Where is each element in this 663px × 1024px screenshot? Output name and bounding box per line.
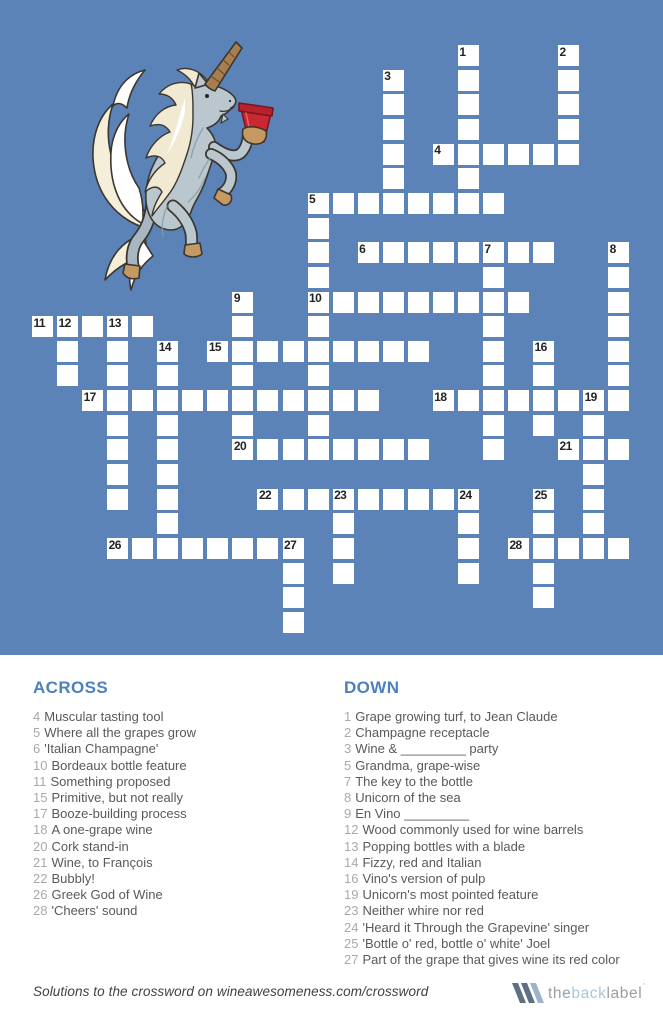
- grid-cell[interactable]: [508, 390, 529, 411]
- grid-cell[interactable]: [232, 365, 253, 386]
- grid-cell[interactable]: [533, 365, 554, 386]
- clue-down-16: 16 Vino's version of pulp: [344, 871, 486, 887]
- grid-cell[interactable]: [408, 489, 429, 510]
- grid-cell[interactable]: [433, 144, 454, 165]
- grid-cell[interactable]: [533, 242, 554, 263]
- grid-cell[interactable]: [483, 341, 504, 362]
- clue-down-27: 27 Part of the grape that gives wine its red color: [344, 952, 620, 968]
- grid-cell[interactable]: [308, 316, 329, 337]
- grid-cell[interactable]: [383, 292, 404, 313]
- grid-cell[interactable]: [308, 415, 329, 436]
- clue-down-7: 7 The key to the bottle: [344, 773, 474, 789]
- grid-cell[interactable]: [558, 439, 579, 460]
- grid-cell[interactable]: [408, 193, 429, 214]
- grid-cell[interactable]: [333, 513, 354, 534]
- grid-cell[interactable]: [333, 489, 354, 510]
- grid-cell[interactable]: [383, 119, 404, 140]
- grid-cell[interactable]: [232, 390, 253, 411]
- grid-cell[interactable]: [483, 292, 504, 313]
- grid-cell[interactable]: [257, 390, 278, 411]
- grid-cell[interactable]: [608, 292, 629, 313]
- grid-cell[interactable]: [182, 390, 203, 411]
- grid-cell[interactable]: [383, 193, 404, 214]
- across-clues: [33, 678, 333, 920]
- grid-cell[interactable]: [533, 538, 554, 559]
- grid-cell-number: 16: [534, 340, 547, 355]
- grid-cell[interactable]: [358, 489, 379, 510]
- grid-cell-number: 10: [309, 291, 322, 305]
- clue-down-24: 24 'Heard it Through the Grapevine' singer: [344, 919, 590, 935]
- grid-cell[interactable]: [408, 439, 429, 460]
- grid-cell[interactable]: [383, 341, 404, 362]
- clue-across-6: 6 'Italian Champagne': [33, 741, 159, 757]
- grid-cell[interactable]: [82, 316, 103, 337]
- thebacklabel-mark-icon: [512, 983, 544, 1003]
- grid-cell[interactable]: [283, 538, 304, 559]
- clue-across-10: 10 Bordeaux bottle feature: [33, 757, 187, 773]
- grid-cell[interactable]: [583, 464, 604, 485]
- grid-cell-number: 5: [309, 192, 316, 207]
- down-clues: [344, 678, 659, 968]
- clue-down-23: 23 Neither whire nor red: [344, 903, 484, 919]
- grid-cell[interactable]: [608, 390, 629, 411]
- grid-cell[interactable]: [157, 415, 178, 436]
- grid-cell[interactable]: [358, 193, 379, 214]
- grid-cell-number: 18: [434, 389, 447, 404]
- grid-cell[interactable]: [157, 489, 178, 510]
- grid-cell[interactable]: [583, 538, 604, 559]
- grid-cell[interactable]: [333, 538, 354, 559]
- grid-cell-number: 4: [434, 143, 441, 158]
- grid-cell[interactable]: [608, 242, 629, 263]
- grid-cell[interactable]: [608, 538, 629, 559]
- grid-cell[interactable]: [157, 464, 178, 485]
- grid-cell[interactable]: [333, 390, 354, 411]
- clue-down-13: 13 Popping bottles with a blade: [344, 838, 526, 854]
- grid-cell[interactable]: [483, 242, 504, 263]
- grid-cell[interactable]: [232, 415, 253, 436]
- grid-cell[interactable]: [408, 242, 429, 263]
- thebacklabel-logo: [512, 981, 652, 1003]
- grid-cell[interactable]: [107, 365, 128, 386]
- grid-cell[interactable]: [333, 292, 354, 313]
- grid-cell[interactable]: [583, 439, 604, 460]
- unicorn-tail: [93, 70, 153, 290]
- grid-cell[interactable]: [358, 341, 379, 362]
- grid-cell[interactable]: [483, 390, 504, 411]
- grid-cell-number: 23: [334, 488, 347, 503]
- clue-across-21: 21 Wine, to François: [33, 854, 153, 870]
- grid-cell[interactable]: [308, 341, 329, 362]
- grid-cell[interactable]: [433, 193, 454, 214]
- clue-down-14: 14 Fizzy, red and Italian: [344, 854, 482, 870]
- grid-cell-number: 26: [108, 537, 121, 552]
- grid-cell[interactable]: [132, 538, 153, 559]
- grid-cell[interactable]: [358, 390, 379, 411]
- grid-cell-number: 6: [359, 241, 366, 256]
- grid-cell[interactable]: [283, 612, 304, 633]
- grid-cell[interactable]: [533, 587, 554, 608]
- grid-cell[interactable]: [182, 538, 203, 559]
- grid-cell[interactable]: [57, 365, 78, 386]
- grid-cell[interactable]: [458, 94, 479, 115]
- clue-across-5: 5 Where all the grapes grow: [33, 725, 196, 741]
- grid-cell[interactable]: [558, 538, 579, 559]
- grid-cell[interactable]: [583, 415, 604, 436]
- grid-cell[interactable]: [207, 341, 228, 362]
- across-list: [33, 709, 333, 920]
- clue-across-20: 20 Cork stand-in: [33, 838, 129, 854]
- grid-cell[interactable]: [533, 415, 554, 436]
- grid-cell[interactable]: [583, 390, 604, 411]
- grid-cell[interactable]: [157, 538, 178, 559]
- grid-cell[interactable]: [483, 365, 504, 386]
- grid-cell[interactable]: [308, 365, 329, 386]
- grid-cell[interactable]: [483, 144, 504, 165]
- unicorn-horn: [205, 42, 242, 91]
- grid-cell[interactable]: [308, 489, 329, 510]
- grid-cell[interactable]: [157, 439, 178, 460]
- grid-cell[interactable]: [508, 538, 529, 559]
- grid-cell[interactable]: [483, 193, 504, 214]
- grid-cell[interactable]: [458, 168, 479, 189]
- grid-cell-number: 9: [233, 291, 240, 305]
- grid-cell[interactable]: [308, 193, 329, 214]
- solutions-note: Solutions to the crossword on wineawesomeness.com/crossword: [33, 984, 429, 999]
- clue-down-5: 5 Grandma, grape-wise: [344, 757, 481, 773]
- grid-cell[interactable]: [383, 70, 404, 91]
- grid-cell-number: 25: [534, 488, 547, 503]
- grid-cell[interactable]: [358, 242, 379, 263]
- grid-cell[interactable]: [458, 70, 479, 91]
- grid-cell[interactable]: [383, 94, 404, 115]
- grid-cell[interactable]: [483, 316, 504, 337]
- grid-cell[interactable]: [383, 242, 404, 263]
- clue-across-18: 18 A one-grape wine: [33, 822, 153, 838]
- grid-cell[interactable]: [383, 489, 404, 510]
- clue-across-28: 28 'Cheers' sound: [33, 903, 138, 919]
- clue-down-9: 9 En Vino _________: [344, 806, 470, 822]
- grid-cell[interactable]: [308, 390, 329, 411]
- grid-cell[interactable]: [608, 439, 629, 460]
- grid-cell[interactable]: [433, 489, 454, 510]
- grid-cell[interactable]: [458, 513, 479, 534]
- grid-cell-number: 21: [559, 438, 572, 453]
- grid-cell[interactable]: [107, 439, 128, 460]
- grid-cell[interactable]: [608, 316, 629, 337]
- grid-cell[interactable]: [107, 538, 128, 559]
- grid-cell-number: 7: [484, 241, 491, 256]
- grid-cell[interactable]: [483, 439, 504, 460]
- grid-cell[interactable]: [283, 341, 304, 362]
- grid-cell[interactable]: [333, 341, 354, 362]
- grid-cell[interactable]: [107, 489, 128, 510]
- grid-cell[interactable]: [57, 341, 78, 362]
- grid-cell[interactable]: [433, 242, 454, 263]
- grid-cell[interactable]: [483, 415, 504, 436]
- grid-cell[interactable]: [533, 341, 554, 362]
- grid-cell-number: 3: [384, 69, 391, 84]
- grid-cell-number: 28: [509, 537, 522, 552]
- grid-cell-number: 12: [58, 315, 71, 330]
- grid-cell[interactable]: [333, 563, 354, 584]
- grid-cell[interactable]: [232, 316, 253, 337]
- grid-cell[interactable]: [157, 341, 178, 362]
- grid-cell-number: 19: [584, 389, 597, 404]
- grid-cell[interactable]: [533, 144, 554, 165]
- grid-cell[interactable]: [458, 292, 479, 313]
- grid-cell[interactable]: [608, 365, 629, 386]
- grid-cell[interactable]: [232, 341, 253, 362]
- grid-cell[interactable]: [257, 538, 278, 559]
- grid-cell[interactable]: [433, 292, 454, 313]
- grid-cell[interactable]: [458, 45, 479, 66]
- grid-cell-number: 8: [609, 241, 616, 256]
- grid-cell[interactable]: [358, 439, 379, 460]
- grid-cell[interactable]: [257, 341, 278, 362]
- grid-cell[interactable]: [508, 292, 529, 313]
- grid-cell[interactable]: [32, 316, 53, 337]
- clue-across-15: 15 Primitive, but not really: [33, 790, 183, 806]
- grid-cell-number: 13: [108, 315, 121, 330]
- grid-cell[interactable]: [608, 267, 629, 288]
- grid-cell[interactable]: [333, 193, 354, 214]
- grid-cell[interactable]: [483, 267, 504, 288]
- grid-cell[interactable]: [283, 563, 304, 584]
- grid-cell[interactable]: [558, 94, 579, 115]
- grid-cell[interactable]: [107, 464, 128, 485]
- grid-cell[interactable]: [458, 489, 479, 510]
- grid-cell[interactable]: [308, 292, 329, 313]
- grid-cell[interactable]: [283, 390, 304, 411]
- grid-cell[interactable]: [57, 316, 78, 337]
- clue-down-8: 8 Unicorn of the sea: [344, 790, 461, 806]
- grid-cell[interactable]: [358, 292, 379, 313]
- grid-cell[interactable]: [283, 587, 304, 608]
- grid-cell[interactable]: [458, 390, 479, 411]
- across-title: ACROSS: [33, 678, 109, 697]
- grid-cell[interactable]: [283, 439, 304, 460]
- clue-across-4: 4 Muscular tasting tool: [33, 709, 164, 724]
- grid-cell[interactable]: [107, 316, 128, 337]
- grid-cell-number: 22: [258, 488, 272, 503]
- grid-cell-number: 15: [208, 340, 221, 355]
- clue-across-17: 17 Booze-building process: [33, 806, 187, 822]
- grid-cell[interactable]: [232, 292, 253, 313]
- grid-cell[interactable]: [333, 439, 354, 460]
- grid-cell[interactable]: [458, 119, 479, 140]
- clue-across-11: 11 Something proposed: [33, 773, 171, 789]
- grid-cell[interactable]: [458, 144, 479, 165]
- grid-cell[interactable]: [408, 341, 429, 362]
- grid-cell[interactable]: [383, 439, 404, 460]
- grid-cell[interactable]: [558, 70, 579, 91]
- grid-cell[interactable]: [558, 144, 579, 165]
- grid-cell[interactable]: [583, 513, 604, 534]
- grid-cell[interactable]: [533, 513, 554, 534]
- grid-cell[interactable]: [232, 538, 253, 559]
- grid-cell[interactable]: [157, 513, 178, 534]
- clue-down-2: 2 Champagne receptacle: [344, 725, 490, 741]
- grid-cell-number: 1: [459, 44, 466, 59]
- down-list: [344, 709, 659, 968]
- grid-cell[interactable]: [458, 538, 479, 559]
- grid-cell[interactable]: [157, 390, 178, 411]
- clue-down-25: 25 'Bottle o' red, bottle o' white' Joel: [344, 935, 551, 951]
- thebacklabel-wordmark: thebacklabel': [548, 982, 646, 1002]
- grid-cell[interactable]: [107, 390, 128, 411]
- grid-cell[interactable]: [107, 341, 128, 362]
- grid-cell[interactable]: [533, 390, 554, 411]
- grid-cell[interactable]: [508, 144, 529, 165]
- grid-cell-number: 27: [284, 537, 297, 552]
- grid-cell[interactable]: [207, 390, 228, 411]
- grid-cell-number: 24: [459, 488, 472, 503]
- grid-cell[interactable]: [558, 45, 579, 66]
- grid-cell[interactable]: [308, 267, 329, 288]
- grid-cell[interactable]: [232, 439, 253, 460]
- grid-cell-number: 17: [83, 389, 96, 404]
- clue-down-12: 12 Wood commonly used for wine barrels: [344, 822, 584, 838]
- grid-cell[interactable]: [458, 563, 479, 584]
- grid-cell[interactable]: [82, 390, 103, 411]
- grid-cell[interactable]: [383, 168, 404, 189]
- grid-cell[interactable]: [458, 193, 479, 214]
- grid-cell-number: 14: [158, 340, 171, 355]
- grid-cell[interactable]: [308, 439, 329, 460]
- grid-cell[interactable]: [533, 489, 554, 510]
- grid-cell[interactable]: [533, 563, 554, 584]
- grid-cell[interactable]: [207, 538, 228, 559]
- grid-cell[interactable]: [308, 242, 329, 263]
- grid-cell-number: 11: [33, 315, 45, 330]
- trademark-tick: ': [643, 982, 646, 991]
- grid-cell[interactable]: [458, 242, 479, 263]
- grid-cell[interactable]: [583, 489, 604, 510]
- grid-cell[interactable]: [283, 489, 304, 510]
- grid-cell[interactable]: [308, 218, 329, 239]
- grid-cell[interactable]: [608, 341, 629, 362]
- grid-cell-number: 20: [233, 438, 247, 453]
- grid-cell[interactable]: [508, 242, 529, 263]
- grid-cell[interactable]: [383, 144, 404, 165]
- grid-cell[interactable]: [558, 119, 579, 140]
- clue-across-22: 22 Bubbly!: [33, 871, 95, 887]
- grid-cell[interactable]: [107, 415, 128, 436]
- red-cup-icon: [239, 103, 273, 144]
- clue-down-19: 19 Unicorn's most pointed feature: [344, 887, 539, 903]
- grid-cell-number: 2: [559, 44, 566, 59]
- clue-across-26: 26 Greek God of Wine: [33, 887, 163, 903]
- grid-cell[interactable]: [257, 489, 278, 510]
- grid-cell[interactable]: [408, 292, 429, 313]
- clue-down-3: 3 Wine & _________ party: [344, 741, 499, 757]
- grid-cell[interactable]: [132, 316, 153, 337]
- grid-cell[interactable]: [433, 390, 454, 411]
- clue-down-1: 1 Grape growing turf, to Jean Claude: [344, 709, 558, 724]
- grid-cell[interactable]: [132, 390, 153, 411]
- down-title: DOWN: [344, 678, 400, 697]
- grid-cell[interactable]: [257, 439, 278, 460]
- grid-cell[interactable]: [157, 365, 178, 386]
- grid-cell[interactable]: [558, 390, 579, 411]
